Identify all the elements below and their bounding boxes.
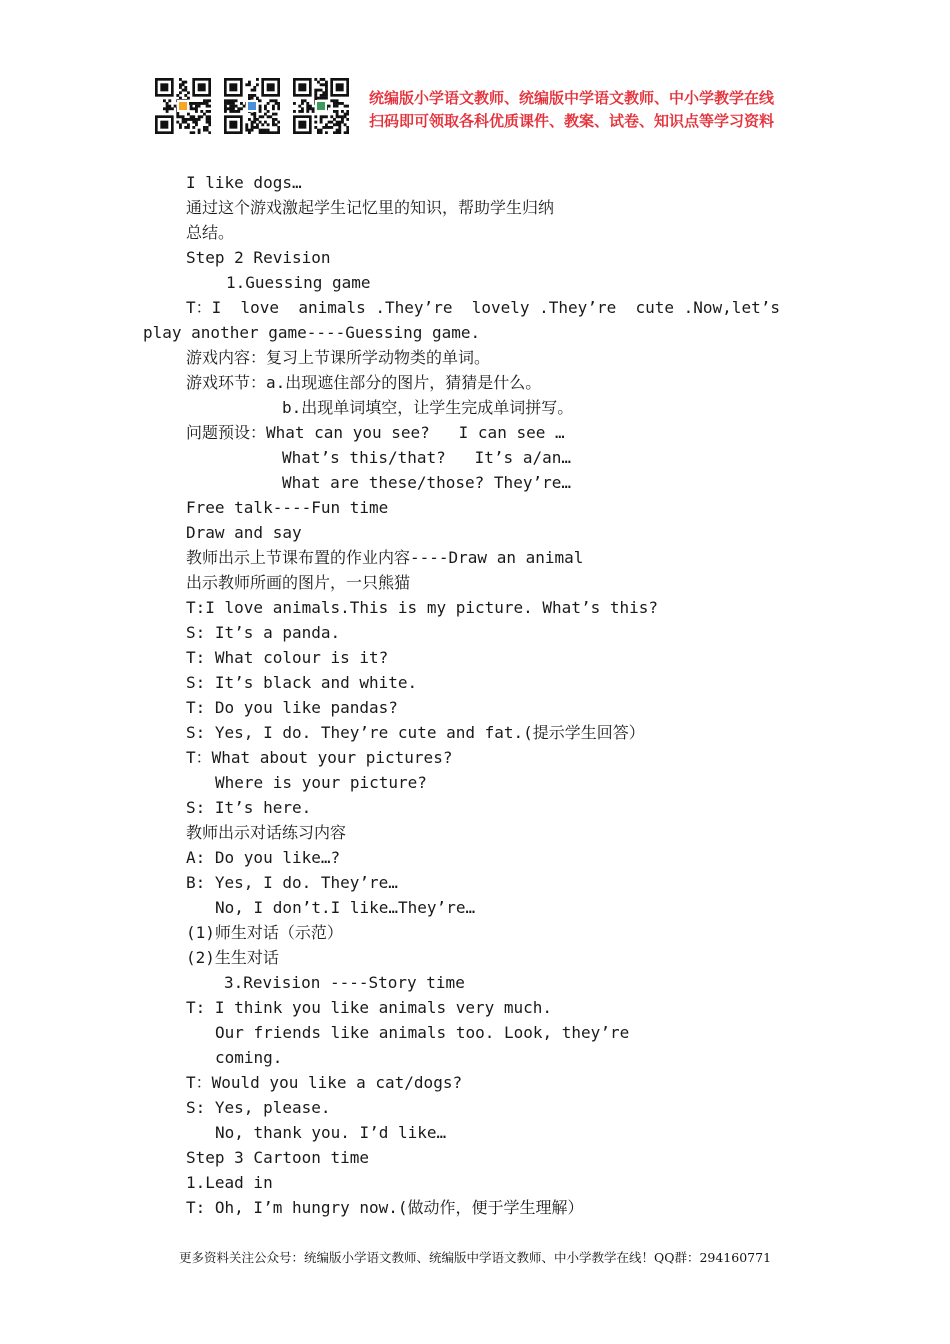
text-line: T: Do you like pandas? <box>186 698 398 717</box>
text-line: What are these/those? They’re… <box>282 473 571 492</box>
text-line: 问题预设：What can you see? I can see … <box>186 423 565 442</box>
text-line: 1.Lead in <box>186 1173 273 1192</box>
text-line: 教师出示上节课布置的作业内容----Draw an animal <box>186 548 584 567</box>
promo-banner-text <box>369 87 774 133</box>
text-line: b.出现单词填空，让学生完成单词拼写。 <box>282 398 574 417</box>
text-line: 游戏内容：复习上节课所学动物类的单词。 <box>186 348 491 367</box>
promo-line-1: 统编版小学语文教师、统编版中学语文教师、中小学教学在线 <box>369 89 775 107</box>
text-line: T：What about your pictures? <box>186 748 453 767</box>
text-line: play another game----Guessing game. <box>143 323 481 342</box>
text-line: What’s this/that? It’s a/an… <box>282 448 571 467</box>
promo-line-2: 扫码即可领取各科优质课件、教案、试卷、知识点等学习资料 <box>369 112 775 130</box>
text-line: Draw and say <box>186 523 302 542</box>
text-line: Our friends like animals too. Look, they’re <box>215 1023 630 1042</box>
text-line: T: What colour is it? <box>186 648 389 667</box>
text-line: T：I love animals .They’re lovely .They’re cute .Now,let’s <box>186 298 780 317</box>
text-line: S: Yes, I do. They’re cute and fat.(提示学生回答） <box>186 723 645 742</box>
text-line: No, I don’t.I like…They’re… <box>215 898 476 917</box>
text-line: B: Yes, I do. They’re… <box>186 873 398 892</box>
text-line: 教师出示对话练习内容 <box>186 823 347 842</box>
text-line: A: Do you like…? <box>186 848 341 867</box>
text-line: S: Yes, please. <box>186 1098 331 1117</box>
text-line: S: It’s a panda. <box>186 623 341 642</box>
text-line: S: It’s black and white. <box>186 673 418 692</box>
text-line: 出示教师所画的图片，一只熊猫 <box>186 573 411 592</box>
text-line: 通过这个游戏激起学生记忆里的知识，帮助学生归纳 <box>186 198 555 217</box>
text-line: Step 3 Cartoon time <box>186 1148 370 1167</box>
text-line: 总结。 <box>186 223 235 242</box>
text-line: T: I think you like animals very much. <box>186 998 553 1017</box>
text-line: Free talk----Fun time <box>186 498 389 517</box>
text-line: (2)生生对话 <box>186 948 279 967</box>
text-line: T: Oh, I’m hungry now.(做动作，便于学生理解） <box>186 1198 584 1217</box>
text-line: 3.Revision ----Story time <box>224 973 465 992</box>
text-line: T：Would you like a cat/dogs? <box>186 1073 463 1092</box>
text-line: 1.Guessing game <box>226 273 371 292</box>
footer-note: 更多资料关注公众号：统编版小学语文教师、统编版中学语文教师、中小学教学在线！QQ群：294160771 <box>178 1250 772 1265</box>
text-line: (1)师生对话（示范） <box>186 923 343 942</box>
text-line: S: It’s here. <box>186 798 312 817</box>
text-line: I like dogs… <box>186 173 302 192</box>
text-line: T:I love animals.This is my picture. What’s this? <box>186 598 659 617</box>
header-banner <box>155 78 815 138</box>
text-line: Where is your picture? <box>215 773 427 792</box>
qr-code-icon <box>155 78 211 134</box>
text-line: No, thank you. I’d like… <box>215 1123 447 1142</box>
text-line: coming. <box>215 1048 283 1067</box>
text-line: Step 2 Revision <box>186 248 331 267</box>
qr-code-icon <box>224 78 280 134</box>
qr-code-icon <box>293 78 349 134</box>
text-line: 游戏环节：a.出现遮住部分的图片，猜猜是什么。 <box>186 373 542 392</box>
